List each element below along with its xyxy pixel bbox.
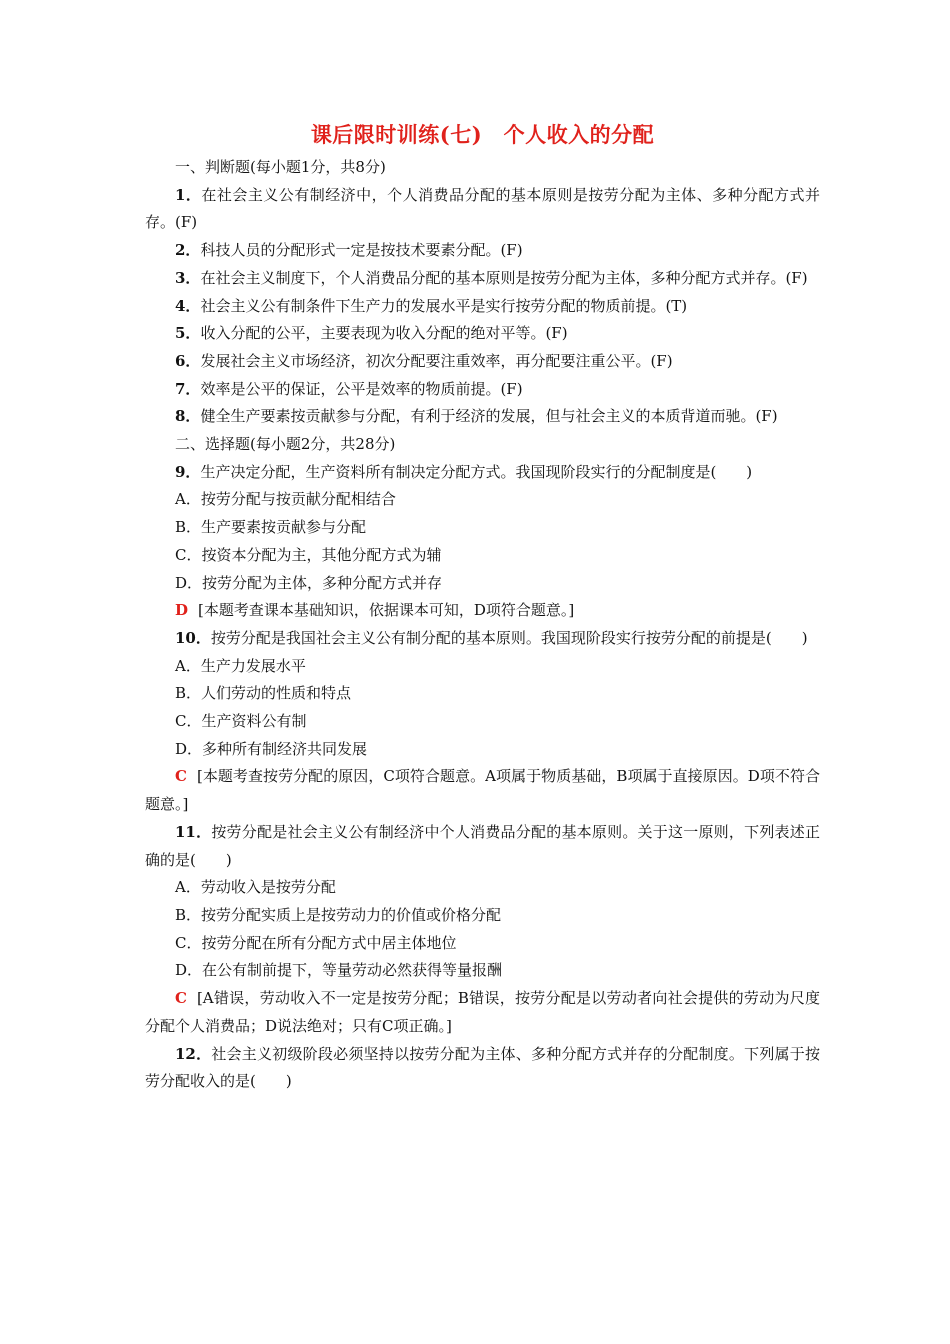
- item-number: 6．: [175, 351, 201, 370]
- item-number: 1．: [175, 185, 202, 204]
- question-stem: [145, 459, 820, 487]
- answer-option: A．按劳分配与按贡献分配相结合: [175, 490, 396, 509]
- answer-option: D．多种所有制经济共同发展: [175, 739, 368, 758]
- item-text: 收入分配的公平，主要表现为收入分配的绝对平等。(F): [200, 324, 568, 343]
- answer-explanation: [145, 985, 820, 1040]
- judgment-item: [145, 182, 820, 237]
- answer-option: C．按资本分配为主，其他分配方式为辅: [175, 545, 442, 564]
- question-list: [145, 459, 820, 1096]
- question-stem: [145, 819, 820, 874]
- item-number: 7．: [175, 379, 201, 398]
- answer-letter: C: [175, 989, 187, 1008]
- explanation-text: [A错误，劳动收入不一定是按劳分配；B错误，按劳分配是以劳动者向社会提供的劳动为尺度分配个人消费品；D说法绝对；只有C项正确。]: [145, 989, 820, 1035]
- answer-option: C．按劳分配在所有分配方式中居主体地位: [175, 933, 457, 952]
- judgment-item: [145, 293, 820, 321]
- judgment-list: [145, 182, 820, 431]
- answer-option: B．生产要素按贡献参与分配: [175, 518, 367, 537]
- answer-option: B．按劳分配实质上是按劳动力的价值或价格分配: [175, 905, 502, 924]
- section-heading-judgment: 一、判断题(每小题1分，共8分): [175, 158, 386, 176]
- question-text: 按劳分配是我国社会主义公有制分配的基本原则。我国现阶段实行按劳分配的前提是( ): [210, 628, 808, 647]
- document-page: [145, 118, 820, 1096]
- item-text: 在社会主义公有制经济中，个人消费品分配的基本原则是按劳分配为主体、多种分配方式并存。(F): [145, 185, 820, 232]
- item-number: 4．: [175, 296, 201, 315]
- item-text: 效率是公平的保证，公平是效率的物质前提。(F): [200, 379, 523, 398]
- answer-letter: D: [175, 601, 189, 620]
- item-number: 5．: [175, 324, 201, 343]
- judgment-item: [145, 265, 820, 293]
- judgment-item: [145, 320, 820, 348]
- answer-option: D．在公有制前提下，等量劳动必然获得等量报酬: [175, 961, 503, 980]
- judgment-item: [145, 348, 820, 376]
- question-text: 按劳分配是社会主义公有制经济中个人消费品分配的基本原则。关于这一原则，下列表述正确的是( ): [145, 822, 820, 869]
- item-text: 科技人员的分配形式一定是按技术要素分配。(F): [200, 241, 523, 260]
- item-text: 在社会主义制度下，个人消费品分配的基本原则是按劳分配为主体，多种分配方式并存。(F): [200, 268, 808, 287]
- page-title: 课后限时训练(七) 个人收入的分配: [310, 122, 655, 147]
- answer-letter: C: [175, 767, 187, 786]
- item-text: 健全生产要素按贡献参与分配，有利于经济的发展，但与社会主义的本质背道而驰。(F): [200, 407, 778, 426]
- answer-option: B．人们劳动的性质和特点: [175, 684, 352, 703]
- question-number: 11．: [175, 822, 212, 841]
- section-heading-choice: 二、选择题(每小题2分，共28分): [175, 435, 396, 454]
- question-number: 12．: [175, 1044, 212, 1063]
- item-text: 发展社会主义市场经济，初次分配要注重效率，再分配要注重公平。(F): [200, 351, 673, 370]
- question-text: 社会主义初级阶段必须坚持以按劳分配为主体、多种分配方式并存的分配制度。下列属于按劳分配收入的是( ): [145, 1044, 820, 1091]
- explanation-text: [本题考查课本基础知识，依据课本可知，D项符合题意。]: [198, 601, 575, 620]
- judgment-item: [145, 237, 820, 265]
- answer-option: C．生产资料公有制: [175, 712, 307, 731]
- item-number: 3．: [175, 268, 201, 287]
- question-stem: [145, 1041, 820, 1096]
- answer-option: D．按劳分配为主体，多种分配方式并存: [175, 573, 443, 592]
- question-number: 10．: [175, 628, 211, 647]
- item-number: 8．: [175, 407, 201, 426]
- question-stem: [145, 625, 820, 653]
- item-text: 社会主义公有制条件下生产力的发展水平是实行按劳分配的物质前提。(T): [200, 296, 688, 315]
- answer-explanation: [145, 763, 820, 818]
- answer-option: A．生产力发展水平: [175, 656, 306, 675]
- judgment-item: [145, 376, 820, 404]
- item-number: 2．: [175, 241, 201, 260]
- judgment-item: [145, 403, 820, 431]
- question-text: 生产决定分配，生产资料所有制决定分配方式。我国现阶段实行的分配制度是( ): [200, 462, 753, 481]
- answer-explanation: [145, 597, 820, 625]
- answer-option: A．劳动收入是按劳分配: [175, 878, 336, 897]
- explanation-text: [本题考查按劳分配的原因，C项符合题意。A项属于物质基础，B项属于直接原因。D项不符合题意。]: [145, 767, 820, 814]
- question-number: 9．: [175, 462, 201, 481]
